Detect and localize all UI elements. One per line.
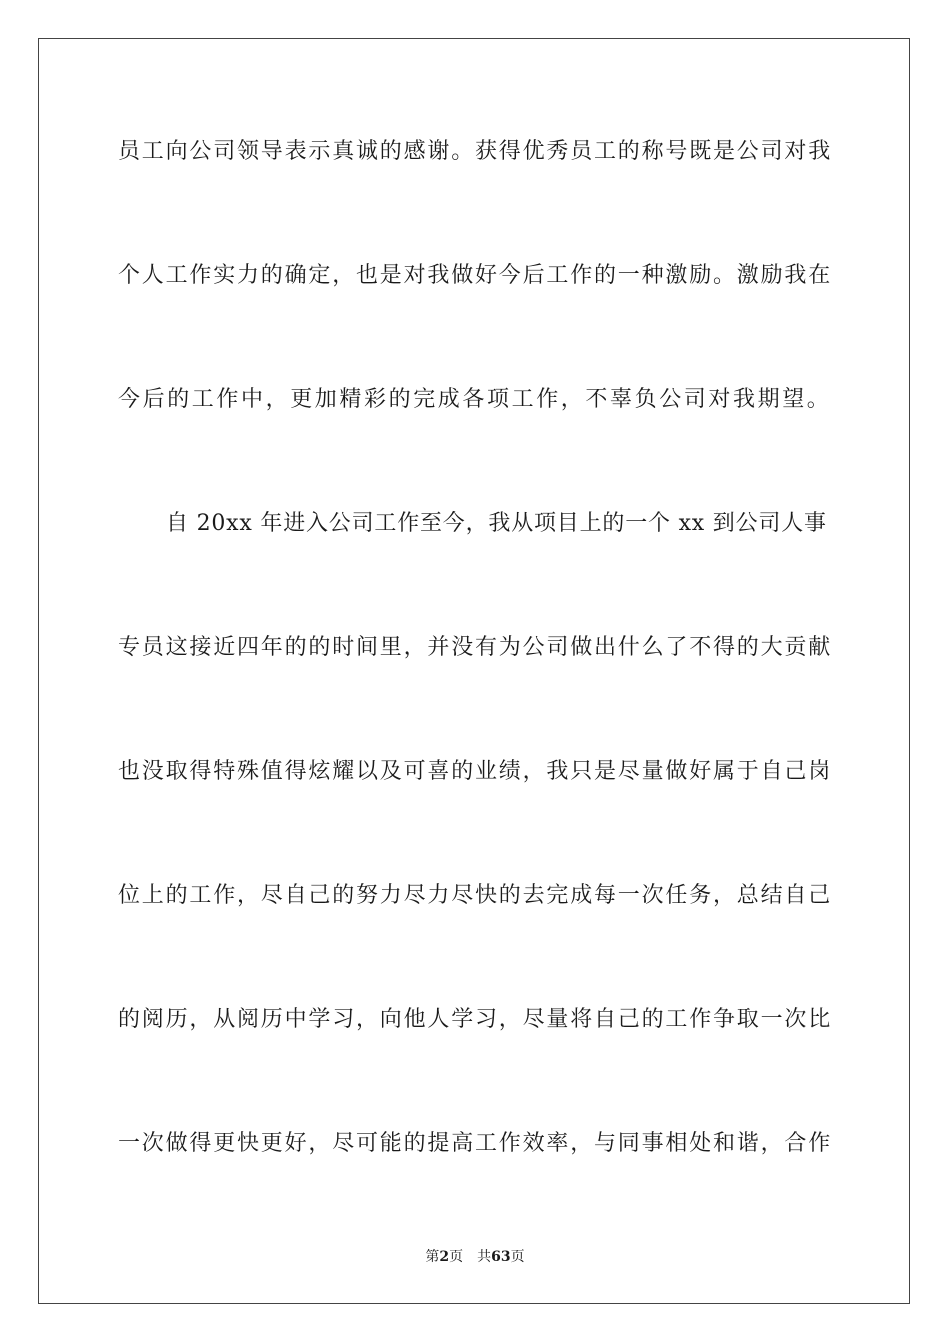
- total-suffix: 页: [510, 1249, 525, 1265]
- text-line-5: 专员这接近四年的的时间里，并没有为公司做出什么了不得的大贡献: [118, 635, 833, 660]
- text-line-8: 的阅历，从阅历中学习，向他人学习，尽量将自己的工作争取一次比: [118, 1007, 833, 1032]
- current-page-number: 2: [439, 1249, 450, 1265]
- text-line-2: 个人工作实力的确定，也是对我做好今后工作的一种激励。激励我在: [118, 263, 833, 288]
- text-line-3: 今后的工作中，更加精彩的完成各项工作，不辜负公司对我期望。: [118, 387, 832, 412]
- text-line-9: 一次做得更快更好，尽可能的提高工作效率，与同事相处和谐，合作: [118, 1131, 833, 1156]
- page-footer: [0, 1248, 950, 1266]
- total-page-count: 63: [491, 1249, 511, 1265]
- text-line-7: 位上的工作，尽自己的努力尽力尽快的去完成每一次任务，总结自己: [118, 883, 833, 908]
- total-prefix: 共: [477, 1249, 492, 1265]
- text-line-1: 员工向公司领导表示真诚的感谢。获得优秀员工的称号既是公司对我: [118, 139, 833, 164]
- page-border: [38, 38, 910, 1304]
- text-line-4: 自 20xx 年进入公司工作至今，我从项目上的一个 xx 到公司人事: [166, 511, 827, 536]
- page-prefix: 第: [425, 1249, 440, 1265]
- text-line-6: 也没取得特殊值得炫耀以及可喜的业绩，我只是尽量做好属于自己岗: [118, 759, 833, 784]
- page-suffix: 页: [449, 1249, 464, 1265]
